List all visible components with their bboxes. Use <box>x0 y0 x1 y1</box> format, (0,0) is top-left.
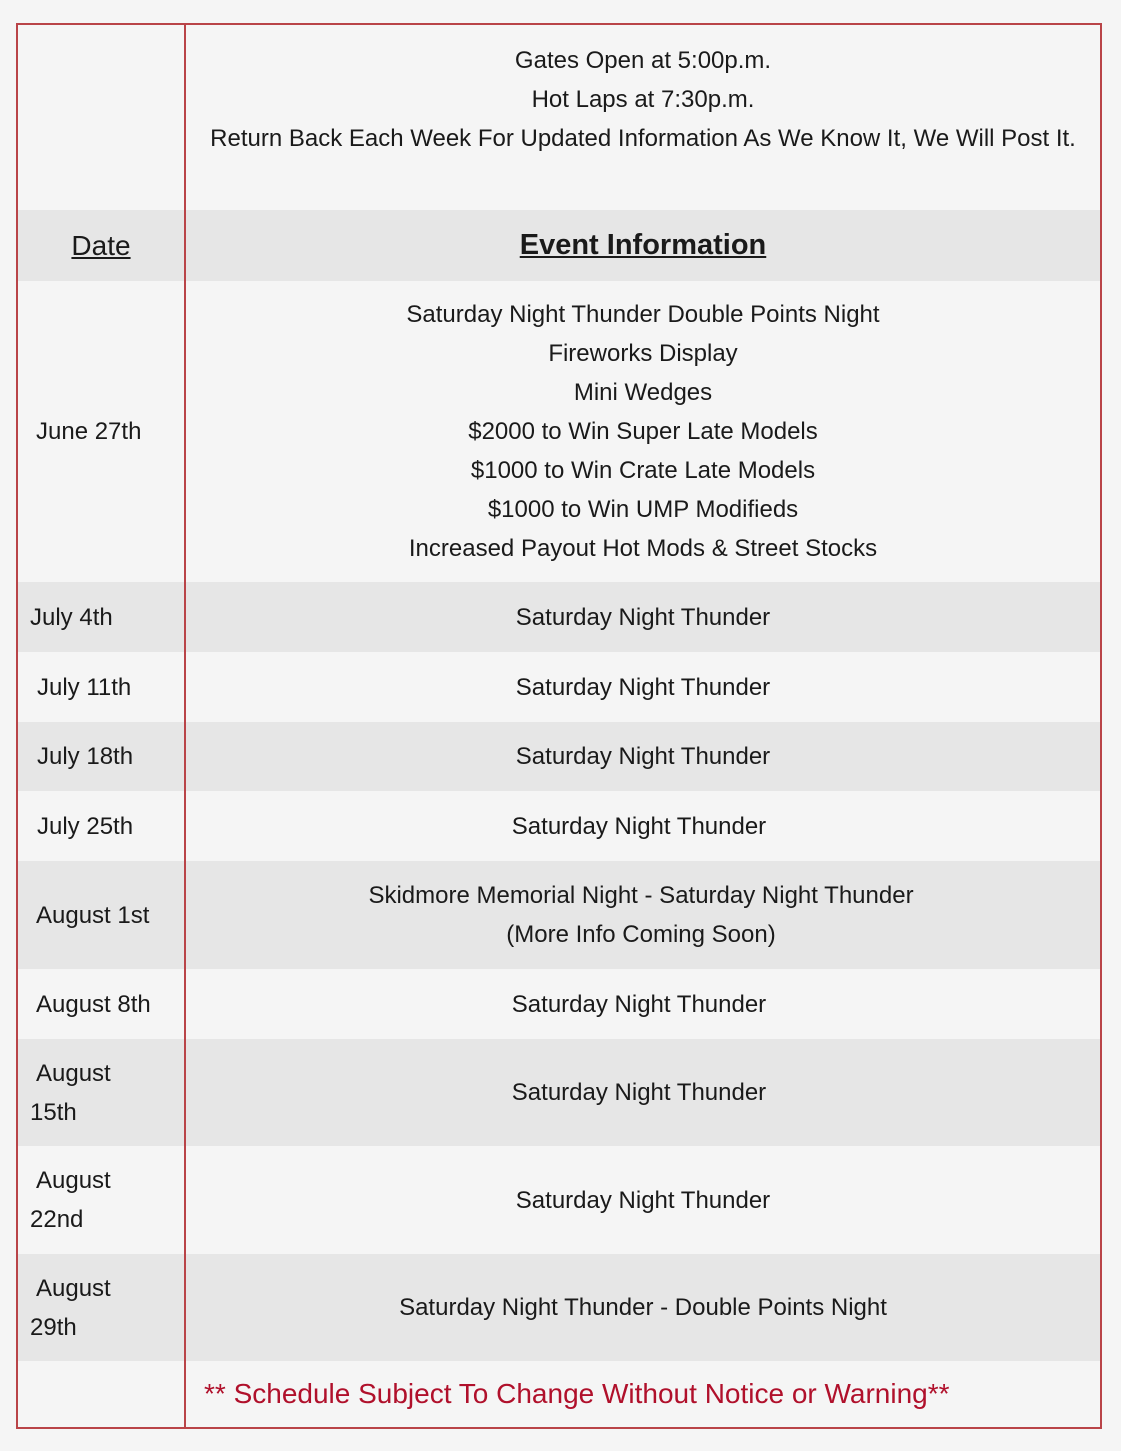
event-line: Saturday Night Thunder <box>511 990 767 1018</box>
intro-row <box>18 25 1100 210</box>
event-cell <box>186 861 1100 969</box>
event-line: Saturday Night Thunder Double Points Night <box>406 301 880 328</box>
date-line: 22nd <box>30 1206 84 1233</box>
date-column-header: Date <box>71 229 131 261</box>
schedule-row <box>18 281 1100 582</box>
date-cell: June 27th <box>36 418 142 445</box>
event-line: (More Info Coming Soon) <box>506 921 776 948</box>
event-line: Fireworks Display <box>548 340 738 367</box>
event-cell <box>186 722 1100 791</box>
event-cell <box>186 969 1100 1039</box>
date-cell: July 4th <box>30 603 113 631</box>
date-line: 29th <box>30 1313 77 1341</box>
schedule-row <box>18 791 1100 861</box>
date-line: August <box>36 1274 111 1302</box>
event-line: $2000 to Win Super Late Models <box>468 418 818 445</box>
date-cell <box>18 1146 184 1254</box>
date-cell: July 18th <box>37 743 134 770</box>
date-line: August <box>36 1059 111 1087</box>
header-row <box>18 210 1100 281</box>
schedule-row <box>18 861 1100 969</box>
date-line: August <box>36 1167 111 1194</box>
event-cell <box>186 582 1100 652</box>
schedule-row <box>18 722 1100 791</box>
schedule-row <box>18 652 1100 722</box>
date-line: 15th <box>30 1098 77 1126</box>
event-line: Saturday Night Thunder <box>515 743 771 770</box>
event-line: Saturday Night Thunder <box>515 673 771 701</box>
event-cell <box>186 652 1100 722</box>
event-cell <box>186 1146 1100 1254</box>
intro-date-cell <box>18 25 184 210</box>
event-line: $1000 to Win Crate Late Models <box>470 457 816 484</box>
date-cell: July 11th <box>37 673 132 701</box>
intro-line: Return Back Each Week For Updated Information As We Know It, We Will Post It. <box>210 125 1076 152</box>
event-column-header: Event Information <box>519 229 767 261</box>
event-cell <box>186 281 1100 582</box>
footer-date-cell <box>18 1361 184 1427</box>
date-cell: July 25th <box>37 812 134 840</box>
event-cell <box>186 1039 1100 1146</box>
column-divider <box>184 25 186 1427</box>
event-line: Increased Payout Hot Mods & Street Stocks <box>408 535 878 562</box>
schedule-row <box>18 1146 1100 1254</box>
date-cell <box>18 1254 184 1361</box>
event-line: Skidmore Memorial Night - Saturday Night Thunder <box>368 882 914 909</box>
date-cell: August 8th <box>36 990 151 1018</box>
intro-line: Gates Open at 5:00p.m. <box>514 47 772 74</box>
event-line: Saturday Night Thunder - Double Points Night <box>399 1294 887 1321</box>
event-line: Saturday Night Thunder <box>511 812 767 840</box>
event-cell <box>186 1254 1100 1361</box>
schedule-disclaimer: ** Schedule Subject To Change Without Notice or Warning** <box>204 1378 950 1409</box>
event-cell <box>186 791 1100 861</box>
schedule-row <box>18 582 1100 652</box>
event-line: Saturday Night Thunder <box>515 1186 771 1214</box>
schedule-table <box>16 23 1102 1429</box>
schedule-row <box>18 969 1100 1039</box>
event-line: $1000 to Win UMP Modifieds <box>487 496 799 523</box>
date-cell: August 1st <box>36 901 150 929</box>
schedule-row <box>18 1254 1100 1361</box>
event-line: Saturday Night Thunder <box>515 603 771 631</box>
footer-row <box>18 1361 1100 1427</box>
intro-line: Hot Laps at 7:30p.m. <box>531 86 755 113</box>
event-line: Mini Wedges <box>573 379 713 406</box>
schedule-row <box>18 1039 1100 1146</box>
intro-cell <box>186 25 1100 210</box>
event-line: Saturday Night Thunder <box>511 1079 767 1106</box>
date-cell <box>18 1039 184 1146</box>
